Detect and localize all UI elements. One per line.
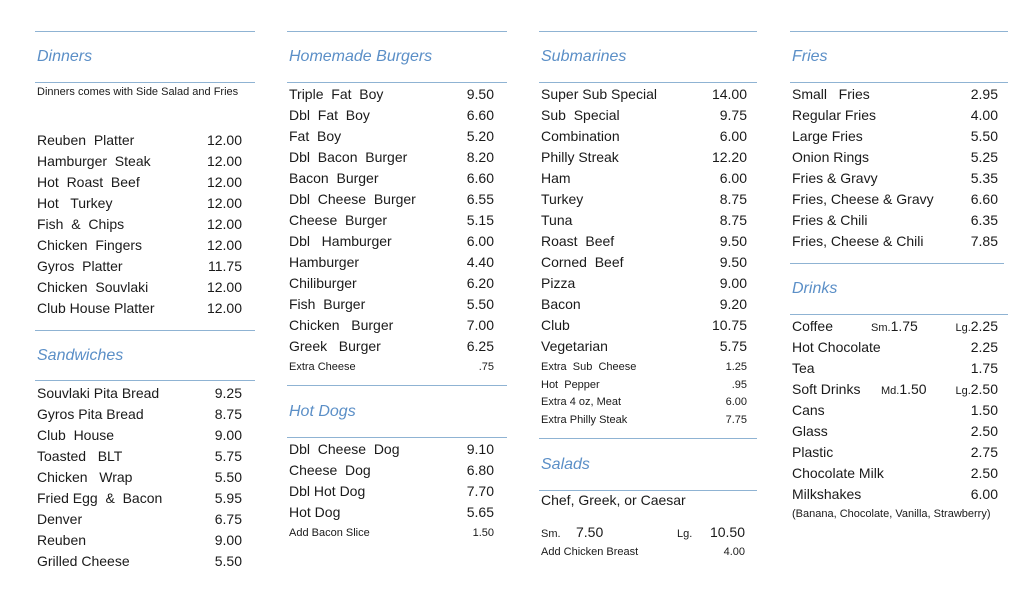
menu-item-name: Fat Boy — [289, 128, 342, 144]
menu-item-name: Regular Fries — [792, 107, 877, 123]
menu-item-name: Dbl Hot Dog — [289, 483, 366, 499]
burgers-heading: Homemade Burgers — [289, 48, 433, 65]
menu-item-price: 6.60 — [466, 170, 494, 186]
menu-item-price: 14.00 — [711, 86, 747, 102]
menu-item-name: Dbl Hamburger — [289, 233, 392, 249]
menu-item-price: 6.25 — [466, 338, 494, 354]
menu-item-price: 5.35 — [970, 170, 998, 186]
column-1 — [35, 0, 255, 597]
menu-item-price: 6.60 — [970, 191, 998, 207]
menu-item-price: 9.50 — [719, 254, 747, 270]
burgers-top-rule — [287, 31, 507, 32]
salads-heading: Salads — [541, 456, 590, 473]
coffee-lg — [955, 316, 998, 338]
menu-item-price: 12.00 — [206, 132, 242, 148]
menu-item-name: Vegetarian — [541, 338, 608, 354]
menu-item-price: 1.50 — [970, 402, 998, 418]
coffee-sm — [871, 316, 918, 338]
menu-item-price: 9.00 — [719, 275, 747, 291]
drinks-heading: Drinks — [792, 280, 838, 297]
menu-item-name: Extra Cheese — [289, 361, 356, 373]
coffee-name: Coffee — [792, 318, 833, 334]
menu-item-name: Add Bacon Slice — [289, 527, 370, 539]
menu-item-name: Pizza — [541, 275, 576, 291]
soft-drinks-md — [881, 379, 927, 401]
menu-item-price: 12.00 — [206, 216, 242, 232]
menu-item-name: Fish & Chips — [37, 216, 125, 232]
coffee-sm-price: 1.75 — [890, 318, 918, 334]
menu-item-price: 12.00 — [206, 195, 242, 211]
menu-item-price: 12.00 — [206, 300, 242, 316]
menu-item-price: 9.00 — [214, 427, 242, 443]
menu-item-name: Chiliburger — [289, 275, 357, 291]
sandwiches-heading: Sandwiches — [37, 347, 124, 364]
menu-item-price: 5.15 — [466, 212, 494, 228]
menu-item-price: 5.95 — [214, 490, 242, 506]
menu-item-price: 6.00 — [719, 128, 747, 144]
dinners-note: Dinners comes with Side Salad and Fries — [37, 86, 239, 98]
menu-item-name: Reuben Platter — [37, 132, 135, 148]
salads-description: Chef, Greek, or Caesar — [541, 492, 686, 508]
menu-item-name: Toasted BLT — [37, 448, 123, 464]
menu-item-name: Chicken Fingers — [37, 237, 143, 253]
menu-item-price: 5.25 — [970, 149, 998, 165]
menu-item-name: Plastic — [792, 444, 834, 460]
soft-drinks-name: Soft Drinks — [792, 381, 861, 397]
subs-heading: Submarines — [541, 48, 627, 65]
menu-item-name: Extra Sub Cheese — [541, 361, 637, 373]
menu-item-price: 6.55 — [466, 191, 494, 207]
menu-item-price: 5.20 — [466, 128, 494, 144]
menu-item-name: Triple Fat Boy — [289, 86, 384, 102]
menu-item-price: 6.00 — [725, 396, 747, 408]
menu-item-price: 4.40 — [466, 254, 494, 270]
menu-item-price: 9.50 — [719, 233, 747, 249]
dinners-top-rule — [35, 31, 255, 32]
menu-item-name: Extra Philly Steak — [541, 413, 628, 426]
menu-item-name: Hamburger — [289, 254, 360, 270]
soft-drinks-lg — [955, 379, 998, 401]
menu-item-name: Club House — [37, 427, 115, 443]
menu-item-price: 9.20 — [719, 296, 747, 312]
soft-drinks-md-label: Md. — [881, 385, 900, 397]
menu-item-name: Dbl Fat Boy — [289, 107, 370, 123]
burgers-bottom-rule — [287, 82, 507, 83]
menu-item-price: 2.75 — [970, 444, 998, 460]
menu-item-name: Club House Platter — [37, 300, 155, 316]
menu-item-price: 8.20 — [466, 149, 494, 165]
salads-sm-price: 7.50 — [576, 524, 604, 540]
column-2 — [287, 0, 507, 597]
salads-lg-price: 10.50 — [709, 524, 745, 540]
hotdogs-heading: Hot Dogs — [289, 403, 356, 420]
coffee-lg-price: 2.25 — [970, 318, 998, 334]
sandwiches-bottom-rule — [35, 380, 255, 381]
menu-item-price: 8.75 — [719, 212, 747, 228]
menu-item-name: Tuna — [541, 212, 573, 228]
menu-item-name: Fries & Gravy — [792, 170, 878, 186]
menu-item-price: 7.75 — [725, 413, 747, 426]
column-4 — [790, 0, 1010, 597]
menu-item-name: Super Sub Special — [541, 86, 657, 102]
soft-drinks-md-price: 1.50 — [899, 381, 927, 397]
menu-item-price: 8.75 — [214, 406, 242, 422]
menu-item-name: Extra 4 oz, Meat — [541, 396, 622, 408]
menu-item-price: 5.50 — [214, 553, 242, 569]
subs-top-rule — [539, 31, 757, 32]
dinners-heading: Dinners — [37, 48, 93, 65]
menu-item-name: Roast Beef — [541, 233, 615, 249]
menu-item-name: Grilled Cheese — [37, 553, 130, 569]
drinks-flavors: (Banana, Chocolate, Vanilla, Strawberry) — [792, 508, 991, 520]
menu-item-name: Greek Burger — [289, 338, 381, 354]
salads-bottom-rule — [539, 490, 757, 491]
menu-item-price: 6.60 — [466, 107, 494, 123]
menu-item-name: Hot Dog — [289, 504, 341, 520]
menu-item-name: Club — [541, 317, 570, 333]
menu-item-name: Gyros Pita Bread — [37, 406, 144, 422]
drinks-top-rule — [790, 263, 1004, 264]
hotdogs-bottom-rule — [287, 437, 507, 438]
hotdogs-top-rule — [287, 385, 507, 386]
menu-item-name: Philly Streak — [541, 149, 619, 165]
menu-item-name: Chocolate Milk — [792, 465, 884, 481]
menu-item-name: Cans — [792, 402, 825, 418]
menu-item-price: 9.25 — [214, 385, 242, 401]
soft-drinks-lg-label: Lg. — [955, 385, 971, 397]
menu-item-price: 9.10 — [466, 441, 494, 457]
menu-item-price: 6.75 — [214, 511, 242, 527]
menu-item-price: 6.20 — [466, 275, 494, 291]
menu-item-name: Tea — [792, 360, 815, 376]
menu-item-price: 5.75 — [719, 338, 747, 354]
menu-item-price: 12.00 — [206, 279, 242, 295]
menu-item-name: Chicken Burger — [289, 317, 394, 333]
soft-drinks-lg-price: 2.50 — [970, 381, 998, 397]
menu-item-price: 2.95 — [970, 86, 998, 102]
salads-extra-price: 4.00 — [723, 546, 745, 558]
menu-item-name: Sub Special — [541, 107, 620, 123]
sandwiches-top-rule — [35, 330, 255, 331]
menu-item-name: Large Fries — [792, 128, 863, 144]
menu-item-name: Corned Beef — [541, 254, 624, 270]
menu-item-price: .95 — [731, 378, 747, 391]
menu-item-price: 1.25 — [725, 361, 747, 373]
fries-heading: Fries — [792, 48, 828, 65]
salads-top-rule — [539, 438, 757, 439]
menu-item-price: 12.00 — [206, 174, 242, 190]
menu-item-name: Dbl Cheese Burger — [289, 191, 416, 207]
menu-item-name: Combination — [541, 128, 620, 144]
menu-item-price: 6.00 — [719, 170, 747, 186]
menu-item-price: 6.00 — [970, 486, 998, 502]
menu-item-price: 6.35 — [970, 212, 998, 228]
menu-item-name: Onion Rings — [792, 149, 870, 165]
fries-bottom-rule — [790, 82, 1008, 83]
column-3 — [539, 0, 759, 597]
menu-item-price: 9.00 — [214, 532, 242, 548]
menu-item-price: 6.00 — [466, 233, 494, 249]
fries-top-rule — [790, 31, 1008, 32]
menu-item-name: Glass — [792, 423, 828, 439]
menu-item-price: 11.75 — [208, 258, 242, 274]
menu-item-price: 8.75 — [719, 191, 747, 207]
salads-sm-label: Sm. — [541, 528, 561, 540]
menu-item-name: Hot Roast Beef — [37, 174, 140, 190]
menu-item-name: Fries & Chili — [792, 212, 868, 228]
menu-item-price: 10.75 — [711, 317, 747, 333]
menu-item-name: Hot Turkey — [37, 195, 113, 211]
menu-item-name: Bacon Burger — [289, 170, 379, 186]
menu-item-price: 5.75 — [214, 448, 242, 464]
menu-item-name: Milkshakes — [792, 486, 862, 502]
menu-item-price: 7.00 — [466, 317, 494, 333]
menu-item-price: 5.50 — [970, 128, 998, 144]
menu-item-name: Fried Egg & Bacon — [37, 490, 163, 506]
coffee-sm-label: Sm. — [871, 322, 891, 334]
menu-item-price: 7.85 — [970, 233, 998, 249]
menu-item-name: Dbl Bacon Burger — [289, 149, 408, 165]
menu-item-name: Fries, Cheese & Chili — [792, 233, 924, 249]
menu-item-price: 12.00 — [206, 153, 242, 169]
subs-bottom-rule — [539, 82, 757, 83]
menu-item-name: Souvlaki Pita Bread — [37, 385, 160, 401]
menu-item-name: Cheese Dog — [289, 462, 371, 478]
menu-item-name: Fish Burger — [289, 296, 366, 312]
menu-item-price: 5.50 — [214, 469, 242, 485]
menu-item-price: 9.75 — [719, 107, 747, 123]
menu-item-name: Chicken Souvlaki — [37, 279, 149, 295]
salads-extra-name: Add Chicken Breast — [541, 546, 639, 558]
menu-item-name: Bacon — [541, 296, 581, 312]
menu-item-name: Gyros Platter — [37, 258, 123, 274]
menu-item-price: 7.70 — [466, 483, 494, 499]
menu-item-price: .75 — [478, 361, 494, 373]
menu-item-name: Dbl Cheese Dog — [289, 441, 400, 457]
menu-item-name: Hot Pepper — [541, 378, 600, 391]
drinks-bottom-rule — [790, 314, 1008, 315]
menu-item-price: 2.25 — [970, 339, 998, 355]
menu-item-price: 1.75 — [970, 360, 998, 376]
salads-lg-label: Lg. — [677, 528, 693, 540]
menu-item-name: Reuben — [37, 532, 87, 548]
menu-item-price: 6.80 — [466, 462, 494, 478]
menu-item-price: 5.65 — [466, 504, 494, 520]
menu-item-name: Turkey — [541, 191, 584, 207]
menu-item-price: 9.50 — [466, 86, 494, 102]
menu-item-name: Hot Chocolate — [792, 339, 881, 355]
menu-item-name: Cheese Burger — [289, 212, 388, 228]
menu-item-name: Ham — [541, 170, 571, 186]
menu-item-name: Denver — [37, 511, 83, 527]
menu-item-name: Small Fries — [792, 86, 870, 102]
menu-item-price: 12.20 — [711, 149, 747, 165]
menu-item-name: Chicken Wrap — [37, 469, 133, 485]
menu-item-price: 1.50 — [472, 527, 494, 539]
coffee-lg-label: Lg. — [955, 322, 971, 334]
menu-item-name: Hamburger Steak — [37, 153, 151, 169]
menu-item-name: Fries, Cheese & Gravy — [792, 191, 934, 207]
menu-item-price: 5.50 — [466, 296, 494, 312]
menu-item-price: 2.50 — [970, 423, 998, 439]
menu-item-price: 4.00 — [970, 107, 998, 123]
menu-item-price: 12.00 — [206, 237, 242, 253]
menu-item-price: 2.50 — [970, 465, 998, 481]
